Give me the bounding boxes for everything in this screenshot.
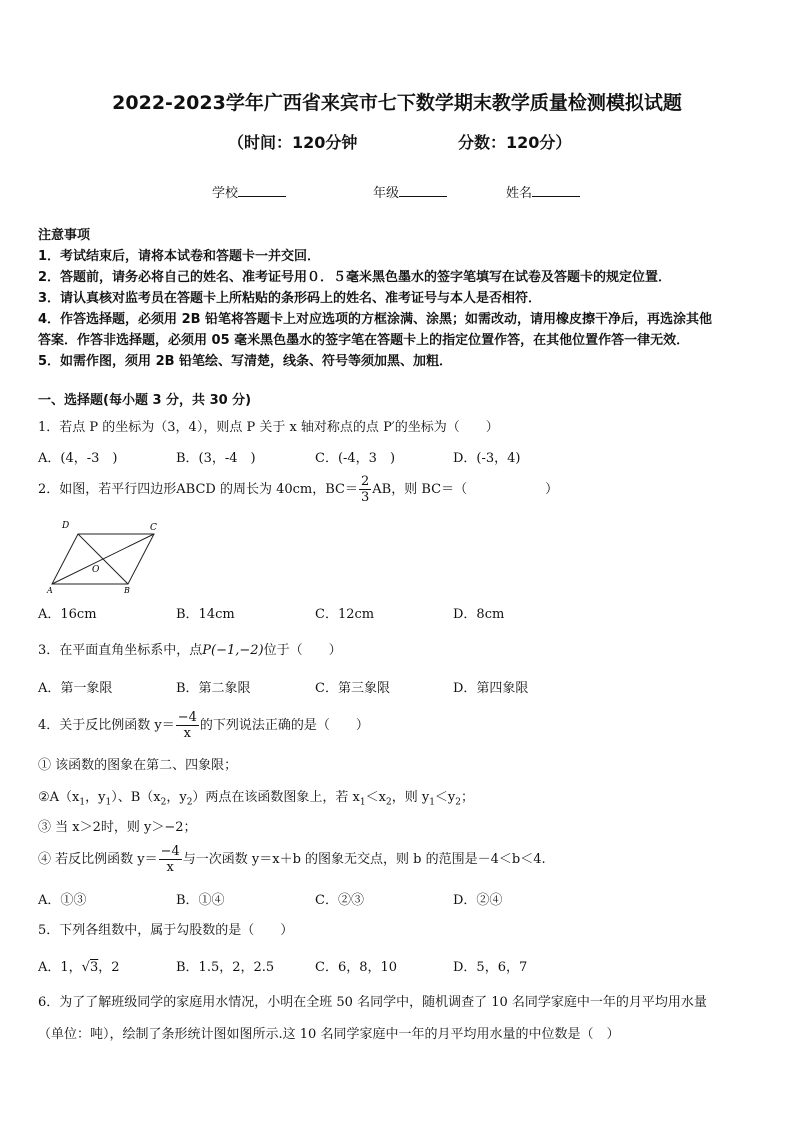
notice-item: 2．答题前，请务必将自己的姓名、准考证号用０．５毫米黑色墨水的签字笔填写在试卷及答题卡的规定位置． (38, 270, 672, 285)
q4-statement-1: ① 该函数的图象在第二、四象限； (38, 758, 238, 773)
name-blank (532, 185, 580, 197)
q4-option-b: B．①④ (176, 893, 225, 908)
q4-option-c: C．②③ (315, 893, 364, 908)
q4-option-d: D．②④ (453, 893, 503, 908)
q4-fraction (176, 710, 199, 741)
notice-item: 5．如需作图，须用 2B 铅笔绘、写清楚，线条、符号等须加黑、加粗． (38, 354, 453, 369)
q4-s2-text: ②A（x (38, 790, 80, 805)
q4-s2-text: ）、B（x (111, 790, 161, 805)
label-a: A (47, 586, 53, 594)
q5-opt-a-text: A．1， (38, 960, 82, 975)
q4-s2-text: ，y (166, 790, 187, 805)
q2-frac-num: 2 (360, 474, 370, 489)
label-o: O (92, 565, 100, 575)
q2-stem-part2: AB，则 BC＝（ ） (372, 482, 559, 497)
label-d: D (62, 521, 70, 531)
q4-option-a: A．①③ (38, 893, 87, 908)
notice-item: 3．请认真核对监考员在答题卡上所粘贴的条形码上的姓名、准考证号与本人是否相符． (38, 291, 542, 306)
exam-title: 2022-2023学年广西省来宾市七下数学期末教学质量检测模拟试题 (112, 92, 682, 114)
question-1-stem: 1．若点 P 的坐标为（3，4），则点 P 关于 x 轴对称点的点 P′的坐标为（ ） (38, 420, 499, 435)
q4-s4-num: −4 (160, 844, 180, 859)
school-blank (238, 185, 286, 197)
grade-label: 年级 (373, 186, 400, 201)
question-6-line1: 6．为了了解班级同学的家庭用水情况，小明在全班 50 名同学中，随机调查了 10 名同学家庭中一年的月平均用水量 (38, 995, 707, 1010)
diagonal-bd (78, 534, 128, 584)
q4-statement-2 (38, 786, 474, 808)
q1-option-d: D．(-3，4) (453, 451, 521, 466)
q4-s2-sub: 2 (160, 797, 167, 808)
q4-s2-text: ）两点在该函数图象上，若 x (192, 790, 360, 805)
q5-option-b: B．1.5，2，2.5 (176, 960, 275, 975)
q4-s2-text: ＜x (365, 790, 386, 805)
question-2-stem (38, 474, 558, 505)
q5-opt-a-text: ，2 (98, 960, 120, 975)
q4-s2-text: ，y (85, 790, 106, 805)
q3-point: P(−1,−2) (202, 643, 264, 658)
question-5-stem: 5．下列各组数中，属于勾股数的是（ ） (38, 923, 294, 938)
q2-option-c: C．12cm (315, 607, 375, 622)
q4-s2-sub: 1 (105, 797, 112, 808)
grade-blank (399, 185, 447, 197)
notice-item: 1．考试结束后，请将本试卷和答题卡一并交回． (38, 249, 321, 264)
q2-stem-part1: 2．如图，若平行四边形ABCD 的周长为 40cm，BC＝ (38, 482, 358, 497)
name-label: 姓名 (506, 186, 533, 201)
q1-option-c: C．(-4，3 ) (315, 451, 396, 466)
q4-s2-text: ； (461, 790, 475, 805)
q4-frac-den: x (183, 726, 191, 741)
notice-item: 答案．作答非选择题，必须用 05 毫米黑色墨水的签字笔在答题卡上的指定位置作答，在其他位置作答一律无效． (38, 333, 690, 348)
q4-stem-part2: 的下列说法正确的是（ ） (199, 718, 369, 733)
school-field (212, 182, 286, 201)
parallelogram-figure (44, 518, 164, 594)
q4-s2-sub: 2 (186, 797, 193, 808)
q5-option-a (38, 956, 120, 975)
question-4-stem (38, 710, 369, 741)
question-3-stem (38, 639, 342, 658)
q4-statement-3: ③ 当 x＞2时，则 y＞−2； (38, 820, 197, 835)
q3-option-d: D．第四象限 (453, 681, 529, 696)
section-heading: 一、选择题(每小题 3 分，共 30 分) (38, 393, 252, 408)
q4-s2-sub: 1 (359, 797, 366, 808)
q1-option-b: B．(3，-4 ) (176, 451, 256, 466)
q2-option-b: B．14cm (176, 607, 235, 622)
q4-s2-sub: 2 (455, 797, 462, 808)
q3-stem-part1: 3．在平面直角坐标系中，点 (38, 643, 203, 658)
q5-option-d: D．5，6，7 (453, 960, 528, 975)
q4-statement-4 (38, 844, 546, 875)
q5-opt-a-root: 3 (89, 960, 99, 975)
exam-score: 分数：120分） (458, 133, 572, 152)
q2-option-d: D．8cm (453, 607, 505, 622)
q3-option-b: B．第二象限 (176, 681, 251, 696)
q4-s2-sub: 2 (385, 797, 392, 808)
notice-item: 4．作答选择题，必须用 2B 铅笔将答题卡上对应选项的方框涂满、涂黑；如需改动，请用橡皮擦干净后，再选涂其他 (38, 312, 713, 327)
q4-frac-num: −4 (177, 710, 197, 725)
q4-s2-text: ＜y (434, 790, 456, 805)
notice-heading: 注意事项 (38, 228, 91, 243)
grade-field (373, 182, 447, 201)
q4-s4-fraction (159, 844, 182, 875)
q2-fraction (359, 474, 371, 505)
q4-s4-part1: ④ 若反比例函数 y＝ (38, 852, 158, 867)
exam-time: （时间：120分钟 (228, 133, 358, 152)
q3-stem-part2: 位于（ ） (263, 643, 342, 658)
q4-s4-part2: 与一次函数 y＝x＋b 的图象无交点，则 b 的范围是－4＜b＜4. (182, 852, 546, 867)
q4-s2-sub: 1 (429, 797, 435, 808)
q4-s2-text: ，则 y (391, 790, 430, 805)
name-field (506, 182, 580, 201)
q4-stem-part1: 4．关于反比例函数 y＝ (38, 718, 175, 733)
q1-option-a: A．(4，-3 ) (38, 451, 118, 466)
q4-s2-sub: 1 (79, 797, 86, 808)
q3-option-c: C．第三象限 (315, 681, 390, 696)
q4-s4-den: x (166, 860, 174, 875)
label-b: B (124, 586, 130, 594)
question-6-line2: （单位：吨），绘制了条形统计图如图所示.这 10 名同学家庭中一年的月平均用水量的中位数是（ ） (38, 1027, 620, 1042)
q5-option-c: C．6，8，10 (315, 960, 398, 975)
q2-frac-den: 3 (360, 490, 370, 505)
q2-option-a: A．16cm (38, 607, 97, 622)
sqrt-icon: √ (81, 960, 90, 975)
q3-option-a: A．第一象限 (38, 681, 113, 696)
label-c: C (150, 523, 157, 533)
school-label: 学校 (212, 186, 239, 201)
